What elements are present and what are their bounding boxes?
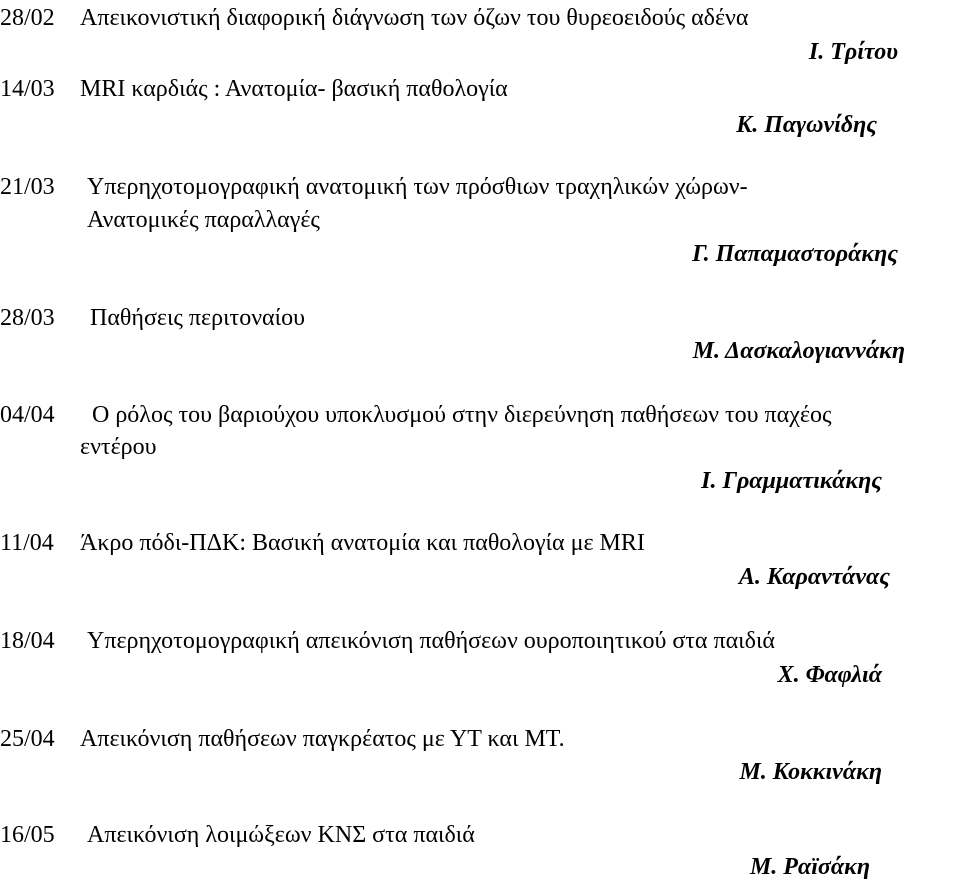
entry-title-line: Υπερηχοτομογραφική ανατομική των πρόσθιων τραχηλικών χώρων- [87, 174, 748, 200]
entry-speaker: Ι. Τρίτου [808, 39, 898, 65]
entry-speaker: Κ. Παγωνίδης [736, 112, 877, 138]
entry-title-line: Ανατομικές παραλλαγές [87, 207, 320, 233]
entry-title-line: Άκρο πόδι-ΠΔΚ: Βασική ανατομία και παθολογία με MRI [80, 530, 645, 556]
entry-title-line: Ο ρόλος του βαριούχου υποκλυσμού στην διερεύνηση παθήσεων του παχέος [92, 402, 832, 428]
entry-date: 21/03 [0, 174, 55, 200]
entry-date: 18/04 [0, 628, 55, 654]
entry-date: 28/03 [0, 305, 55, 331]
entry-speaker: Ι. Γραμματικάκης [701, 468, 882, 494]
entry-date: 16/05 [0, 822, 55, 848]
entry-speaker: Μ. Δασκαλογιαννάκη [692, 338, 905, 364]
entry-title-line: Παθήσεις περιτοναίου [90, 305, 305, 331]
entry-date: 11/04 [0, 530, 54, 556]
entry-speaker: Α. Καραντάνας [738, 564, 890, 590]
entry-date: 14/03 [0, 76, 55, 102]
entry-date: 28/02 [0, 5, 55, 31]
entry-title-line: MRI καρδιάς : Ανατομία- βασική παθολογία [80, 76, 508, 102]
entry-title-line: Απεικόνιση παθήσεων παγκρέατος με ΥΤ και ΜΤ. [80, 726, 565, 752]
entry-speaker: Μ. Κοκκινάκη [739, 759, 882, 785]
entry-title-line: Υπερηχοτομογραφική απεικόνιση παθήσεων ουροποιητικού στα παιδιά [87, 628, 775, 654]
entry-title-line: Απεικόνιση λοιμώξεων ΚΝΣ στα παιδιά [87, 822, 475, 848]
entry-date: 25/04 [0, 726, 55, 752]
entry-speaker: Μ. Ραϊσάκη [749, 854, 870, 880]
entry-speaker: Γ. Παπαμαστοράκης [692, 241, 898, 267]
entry-title-line: Απεικονιστική διαφορική διάγνωση των όζων του θυρεοειδούς αδένα [80, 5, 749, 31]
entry-speaker: Χ. Φαφλιά [777, 662, 882, 688]
entry-date: 04/04 [0, 402, 55, 428]
entry-title-line: εντέρου [80, 434, 157, 460]
